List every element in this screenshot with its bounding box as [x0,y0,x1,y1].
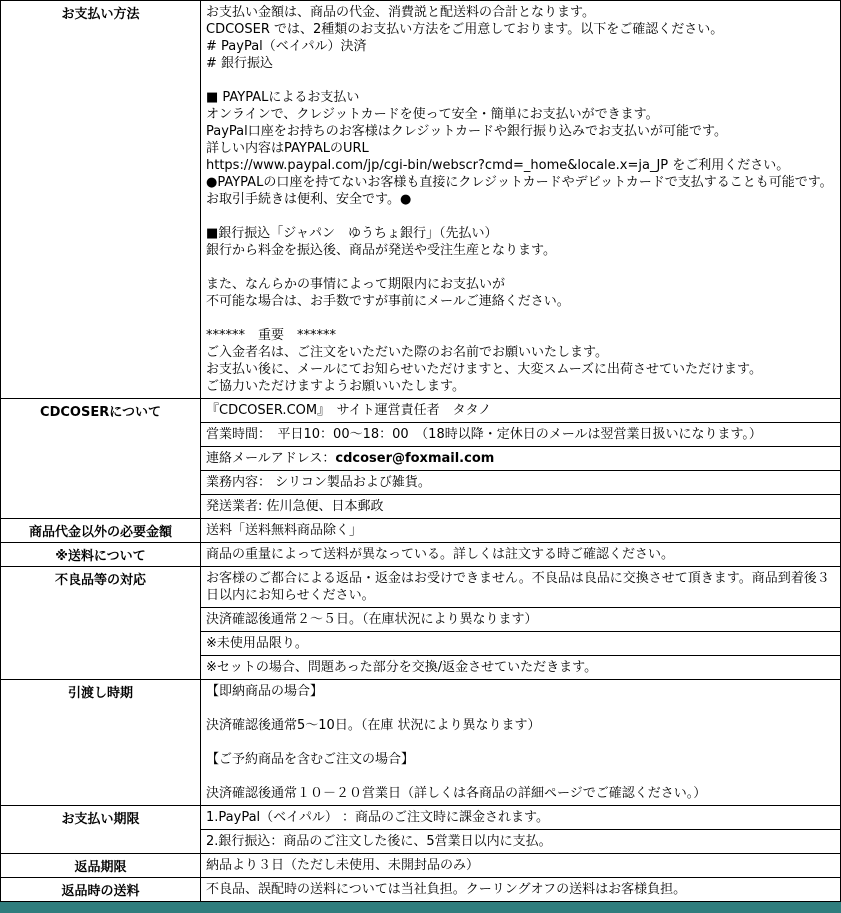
table-row [1,567,841,608]
table-row [1,878,841,902]
text-line: 業務内容： シリコン製品および雑貨。 [206,475,431,490]
text-line [206,768,835,785]
text-line: 決済確認後通常２～５日。（在庫状況により異なります） [206,612,538,627]
text-line: ■銀行振込「ジャパン ゆうちょ銀行」（先払い） [206,226,498,241]
text-line [206,72,835,89]
text-line: 銀行から料金を振込後、商品が発送や受注生産となります。 [206,243,556,258]
section-content-cell [201,471,841,495]
text-line: お取引手続きは便利、安全です。● [206,192,412,207]
text-line [206,734,835,751]
table-row [1,806,841,830]
section-content-cell [201,447,841,471]
text-line: 営業時間： 平日10：00～18：00 （18時以降・定休日のメールは翌営業日扱いになります。） [206,427,762,442]
text-line: 『CDCOSER.COM』 サイト運営責任者 タタノ [206,403,492,418]
section-content-cell [201,567,841,608]
section-content-cell [201,680,841,806]
text-line: 2.銀行振込：商品のご注文した後に、5営業日以内に支払。 [206,834,552,849]
section-header: 返品期限 [1,854,201,878]
text-line: # PayPal（ベイパル）決済 [206,39,367,54]
text-line: ※セットの場合、問題あった部分を交換/返金させていただきます。 [206,660,598,675]
text-line: ●PAYPALの口座を持てないお客様も直接にクレジットカードやデビットカードで支払することも可能です。 [206,175,833,190]
table-row [1,1,841,399]
text-line: ※未使用品限り。 [206,636,308,651]
text-line: ご入金者名は、ご注文をいただいた際のお名前でお願いいたします。 [206,345,608,360]
text-line: 決済確認後通常１０－２０営業日（詳しくは各商品の詳細ページでご確認ください。） [206,786,707,801]
section-content-cell [201,519,841,543]
section-content-cell [201,830,841,854]
text-line: https://www.paypal.com/jp/cgi-bin/webscr?cmd=_home&locale.x=ja_JP をご利用ください。 [206,158,790,173]
text-line: 【ご予約商品を含むご注文の場合】 [206,752,415,767]
section-header: 返品時の送料 [1,878,201,902]
text-line [206,208,835,225]
text-line [206,259,835,276]
text-line: 送料「送料無料商品除く」 [206,523,363,538]
text-line: オンラインで、クレジットカードを使って安全・簡単にお支払いができます。 [206,107,659,122]
text-line: 決済確認後通常5～10日。（在庫 状況により異なります） [206,718,541,733]
section-content-cell [201,495,841,519]
text-line: 不良品、誤配時の送料については当社負担。クーリングオフの送料はお客様負担。 [206,882,687,897]
section-content-cell [201,806,841,830]
section-content-cell [201,608,841,632]
text-line: 不可能な場合は、お手数ですが事前にメールご連絡ください。 [206,294,570,309]
text-line: 商品の重量によって送料が異なっている。詳しくは註文する時ご確認ください。 [206,547,675,562]
text-line: お支払い金額は、商品の代金、消費説と配送料の合計となります。 [206,5,595,20]
text-line: お客様のご都合による返品・返金はお受けできません。不良品は良品に交換させて頂きます。商品到着後３日以内にお知らせください。 [206,571,830,603]
section-content-cell [201,632,841,656]
section-content-cell [201,854,841,878]
text-line [206,310,835,327]
table-row [1,680,841,806]
text-line: 詳しい内容はPAYPALのURL [206,141,369,156]
email-text: cdcoser@foxmail.com [335,451,495,466]
section-header: 引渡し時期 [1,680,201,806]
section-header: CDCOSERについて [1,399,201,519]
section-content-cell [201,656,841,680]
section-content-cell [201,878,841,902]
text-line: PayPal口座をお持ちのお客様はクレジットカードや銀行振り込みでお支払いが可能です。 [206,124,727,139]
section-header: お支払い方法 [1,1,201,399]
section-header: 不良品等の対応 [1,567,201,680]
bottom-accent-bar [0,902,841,913]
text-line: ■ PAYPALによるお支払い [206,90,360,105]
text-line: 発送業者: 佐川急便、日本郵政 [206,499,384,514]
table-row [1,543,841,567]
text-line: また、なんらかの事情によって期限内にお支払いが [206,277,506,292]
text-line: CDCOSER では、2種類のお支払い方法をご用意しております。以下をご確認ください。 [206,22,724,37]
text-line: お支払い後に、メールにてお知らせいただけますと、大変スムーズに出荷させていただけます。 [206,362,763,377]
section-content-cell [201,543,841,567]
section-header: お支払い期限 [1,806,201,854]
section-content-cell [201,423,841,447]
section-header: ※送料について [1,543,201,567]
table-row [1,399,841,423]
table-row [1,519,841,543]
text-line [206,700,835,717]
text-line: ****** 重要 ****** [206,328,337,343]
section-content-cell [201,1,841,399]
text-line: 納品より３日（ただし未使用、未開封品のみ） [206,858,480,873]
table-row [1,854,841,878]
text-line: 1.PayPal（ベイパル） ：商品のご注文時に課金されます。 [206,810,549,825]
section-header: 商品代金以外の必要金額 [1,519,201,543]
text-line [206,450,835,467]
text-line: 【即納商品の場合】 [206,684,324,699]
text-segment: 連絡メールアドレス： [206,451,336,466]
section-content-cell [201,399,841,423]
text-line: # 銀行振込 [206,56,274,71]
text-line: ご協力いただけますようお願いいたします。 [206,379,465,394]
